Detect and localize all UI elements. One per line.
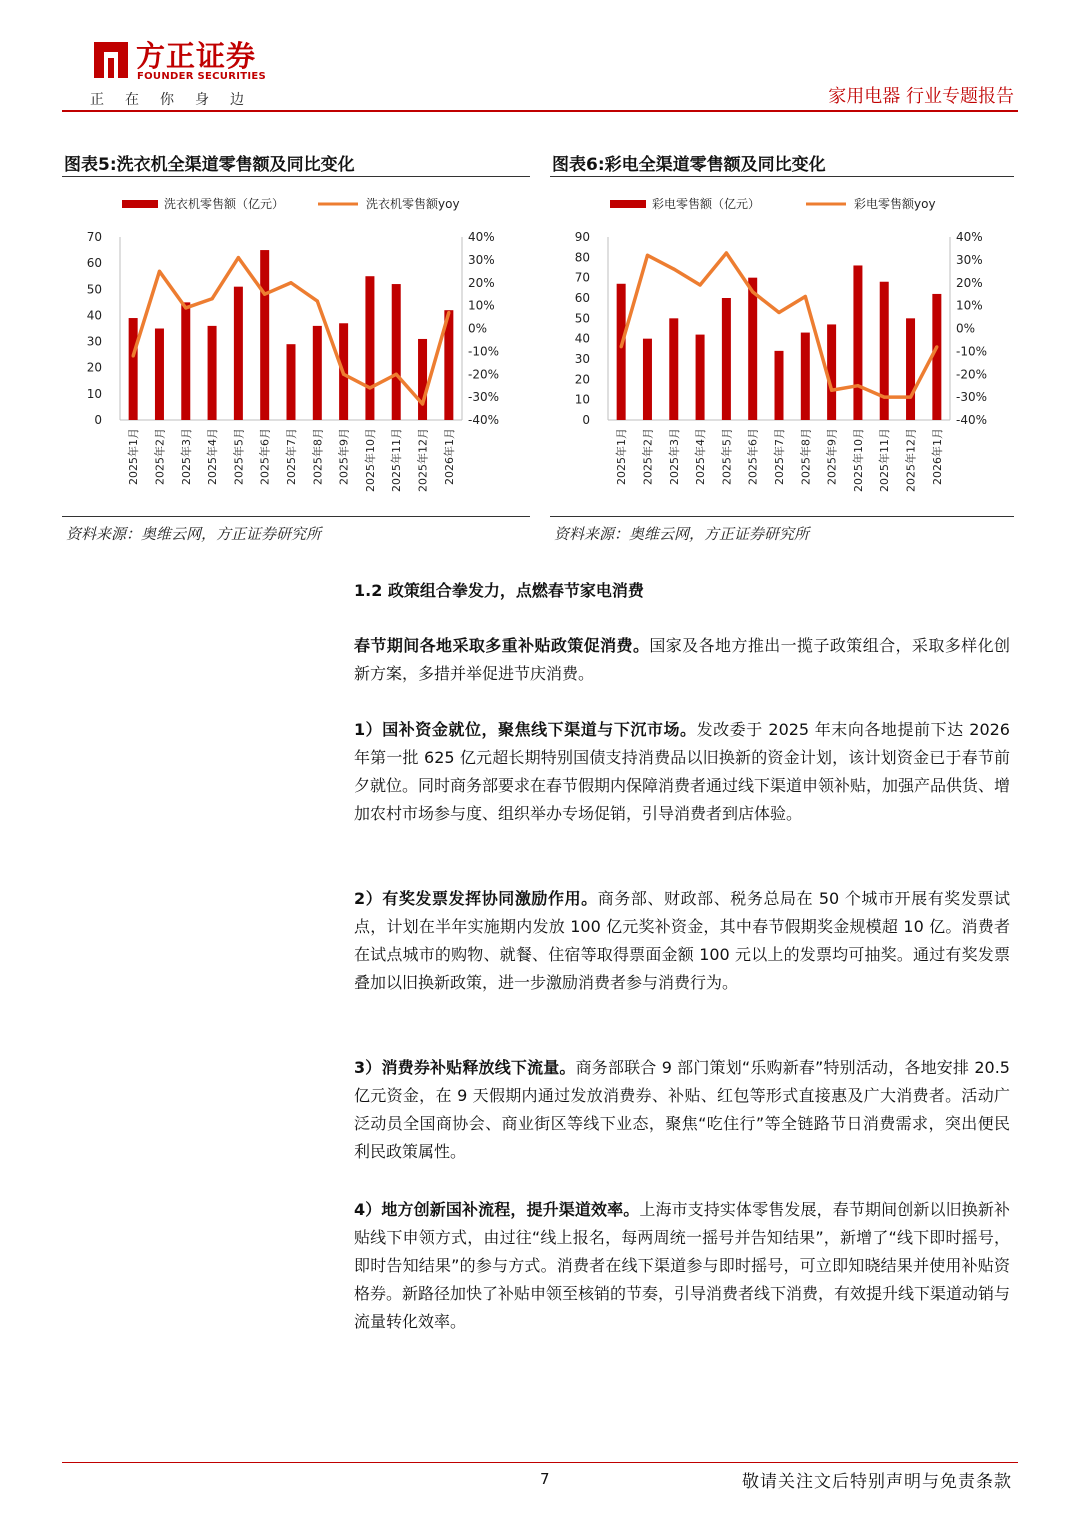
bar <box>880 282 889 420</box>
right-axis-tick: 40% <box>468 230 495 244</box>
yoy-point <box>132 354 135 357</box>
bar <box>260 250 269 420</box>
x-axis-tick: 2025年4月 <box>206 428 220 485</box>
section-heading: 1.2 政策组合拳发力，点燃春节家电消费 <box>354 581 644 600</box>
left-axis-tick: 50 <box>574 311 590 326</box>
bar <box>643 339 652 420</box>
left-axis-tick: 80 <box>574 250 590 265</box>
left-axis-tick: 40 <box>86 308 102 323</box>
x-axis-tick: 2025年9月 <box>825 428 839 485</box>
x-axis-tick: 2025年5月 <box>232 428 246 485</box>
right-axis-tick: -10% <box>956 344 988 359</box>
figure-5-chart <box>62 180 532 510</box>
x-axis-tick: 2026年1月 <box>442 428 456 485</box>
figure-6-bottom-rule <box>550 516 1014 517</box>
left-axis-tick: 90 <box>574 230 590 244</box>
x-axis-tick: 2025年5月 <box>720 428 734 485</box>
yoy-point <box>698 283 701 286</box>
bar <box>827 324 836 420</box>
yoy-point <box>316 299 319 302</box>
yoy-point <box>263 293 266 296</box>
yoy-point <box>935 345 938 348</box>
yoy-point <box>368 386 371 389</box>
x-axis-tick: 2025年3月 <box>179 428 193 485</box>
x-axis-tick: 2025年1月 <box>615 428 629 485</box>
left-axis-tick: 40 <box>574 331 590 346</box>
yoy-point <box>856 384 859 387</box>
left-axis-tick: 70 <box>86 230 102 244</box>
bar <box>617 284 626 420</box>
bar <box>906 318 915 420</box>
x-axis-tick: 2025年3月 <box>667 428 681 485</box>
legend-line-label: 洗衣机零售额yoy <box>366 197 460 211</box>
figure-5-bottom-rule <box>62 516 530 517</box>
x-axis-tick: 2025年8月 <box>799 428 813 485</box>
right-axis-tick: -20% <box>468 367 500 382</box>
right-axis-tick: 30% <box>956 252 983 267</box>
brand-name-cn: 方正证券 <box>136 39 257 73</box>
legend-bar-swatch <box>610 200 646 208</box>
legend-bar-label: 洗衣机零售额（亿元） <box>164 197 285 211</box>
right-axis-tick: 40% <box>956 230 983 244</box>
bar <box>853 265 862 420</box>
bar <box>155 329 164 421</box>
right-axis-tick: -10% <box>468 344 500 359</box>
paragraph-3 <box>354 1054 1010 1166</box>
yoy-point <box>777 311 780 314</box>
x-axis-tick: 2025年7月 <box>773 428 786 485</box>
legend-bar-swatch <box>122 200 158 208</box>
paragraph-4-lead: 4）地方创新国补流程，提升渠道效率。 <box>354 1200 640 1219</box>
left-axis-tick: 20 <box>86 360 102 375</box>
right-axis-tick: -40% <box>956 413 988 427</box>
figure-6-chart <box>550 180 1020 510</box>
right-axis-tick: -30% <box>468 390 500 405</box>
yoy-point <box>830 389 833 392</box>
x-axis-tick: 2025年10月 <box>851 428 865 492</box>
bar <box>801 333 810 420</box>
right-axis-tick: 0% <box>956 321 976 336</box>
x-axis-tick: 2025年9月 <box>337 428 351 485</box>
left-axis-tick: 50 <box>86 282 102 297</box>
paragraph-4-body: 上海市支持实体零售发展，春节期间创新以旧换新补贴线下申领方式，由过往“线上报名，每两周统一摇号并告知结果”，新增了“线下即时摇号，即时告知结果”的参与方式。消费者在线下渠道参与即时摇号，可立即知晓结果并使用补贴资格券。新路径加快了补贴申领至核销的节奏，引导消费者线下消费，有效提升线下渠道动销与流量转化效率。 <box>354 1200 1011 1331</box>
footer-disclaimer: 敬请关注文后特别声明与免责条款 <box>742 1472 1012 1492</box>
x-axis-tick: 2026年1月 <box>930 428 944 485</box>
right-axis-tick: 20% <box>956 275 983 290</box>
bar <box>234 287 243 420</box>
yoy-point <box>342 373 345 376</box>
yoy-point <box>646 254 649 257</box>
x-axis-tick: 2025年6月 <box>746 428 760 485</box>
paragraph-2-lead: 2）有奖发票发挥协同激励作用。 <box>354 889 598 908</box>
figure-6-title: 图表6:彩电全渠道零售额及同比变化 <box>552 155 826 175</box>
paragraph-1-body: 发改委于 2025 年末向各地提前下达 2026 年第一批 625 亿元超长期特别国债支持消费品以旧换新的资金计划，该计划资金已于春节前夕就位。同时商务部要求在春节假期内保障消费者通过线下渠道申领补贴，加强产品供货、增加农村市场参与度、组织举办专场促销，引导消费者到店体验。 <box>354 720 1011 823</box>
left-axis-tick: 60 <box>86 256 102 271</box>
right-axis-tick: 10% <box>956 298 983 313</box>
right-axis-tick: -30% <box>956 390 988 405</box>
yoy-point <box>620 345 623 348</box>
yoy-point <box>883 396 886 399</box>
figure-5-source: 资料来源：奥维云网，方正证券研究所 <box>66 525 322 543</box>
bar <box>365 276 374 420</box>
figure-5-top-rule <box>62 176 530 177</box>
yoy-point <box>210 297 213 300</box>
bar <box>418 339 427 420</box>
header-divider <box>62 110 1018 112</box>
x-axis-tick: 2025年12月 <box>904 428 918 492</box>
right-axis-tick: 30% <box>468 252 495 267</box>
footer-divider <box>62 1462 1018 1463</box>
yoy-point <box>158 270 161 273</box>
left-axis-tick: 30 <box>86 334 102 349</box>
x-axis-tick: 2025年6月 <box>258 428 272 485</box>
x-axis-tick: 2025年12月 <box>416 428 430 492</box>
paragraph-3-lead: 3）消费券补贴释放线下流量。 <box>354 1058 576 1077</box>
figure-6-source: 资料来源：奥维云网，方正证券研究所 <box>554 525 810 543</box>
yoy-point <box>289 281 292 284</box>
yoy-point <box>909 396 912 399</box>
bar <box>722 298 731 420</box>
left-axis-tick: 0 <box>94 413 102 427</box>
brand-slogan: 正在你身边 <box>90 92 265 108</box>
left-axis-tick: 30 <box>574 352 590 366</box>
bar <box>696 335 705 420</box>
yoy-point <box>751 290 754 293</box>
bar <box>748 278 757 420</box>
figure-6-top-rule <box>550 176 1014 177</box>
right-axis-tick: -40% <box>468 413 500 427</box>
figure-5-title: 图表5:洗衣机全渠道零售额及同比变化 <box>64 155 355 175</box>
yoy-point <box>421 402 424 405</box>
paragraph-2 <box>354 885 1010 997</box>
x-axis-tick: 2025年10月 <box>363 428 377 492</box>
bar <box>669 318 678 420</box>
paragraph-1 <box>354 716 1010 828</box>
paragraph-intro-lead: 春节期间各地采取多重补贴政策促消费。 <box>354 636 650 655</box>
paragraph-1-lead: 1）国补资金就位，聚焦线下渠道与下沉市场。 <box>354 720 697 739</box>
yoy-point <box>447 311 450 314</box>
x-axis-tick: 2025年1月 <box>127 428 141 485</box>
x-axis-tick: 2025年4月 <box>694 428 708 485</box>
yoy-point <box>672 267 675 270</box>
paragraph-intro-body: 国家及各地方推出一揽子政策组合，采取多样化创新方案，多措并举促进节庆消费。 <box>354 636 1010 683</box>
left-axis-tick: 10 <box>86 386 102 401</box>
bar <box>775 351 784 420</box>
report-category: 家用电器 行业专题报告 <box>828 86 1014 107</box>
paragraph-4 <box>354 1196 1010 1336</box>
right-axis-tick: 10% <box>468 298 495 313</box>
bar <box>287 344 296 420</box>
x-axis-tick: 2025年2月 <box>641 428 655 485</box>
x-axis-tick: 2025年11月 <box>878 428 892 492</box>
x-axis-tick: 2025年8月 <box>311 428 325 485</box>
yoy-point <box>237 256 240 259</box>
legend-bar-label: 彩电零售额（亿元） <box>652 197 761 211</box>
yoy-point <box>804 295 807 298</box>
bar <box>129 318 138 420</box>
page-number: 7 <box>540 1470 550 1488</box>
x-axis-tick: 2025年11月 <box>390 428 404 492</box>
right-axis-tick: 0% <box>468 321 488 336</box>
left-axis-tick: 70 <box>574 270 590 285</box>
bar <box>313 326 322 420</box>
left-axis-tick: 0 <box>582 413 590 427</box>
founder-logo-icon <box>88 38 132 82</box>
left-axis-tick: 20 <box>574 372 590 387</box>
paragraph-intro <box>354 632 1010 688</box>
x-axis-tick: 2025年7月 <box>285 428 298 485</box>
x-axis-tick: 2025年2月 <box>153 428 167 485</box>
legend-line-label: 彩电零售额yoy <box>854 197 936 211</box>
right-axis-tick: 20% <box>468 275 495 290</box>
right-axis-tick: -20% <box>956 367 988 382</box>
yoy-point <box>725 251 728 254</box>
bar <box>932 294 941 420</box>
left-axis-tick: 10 <box>574 392 590 407</box>
bar <box>392 284 401 420</box>
paragraph-3-body: 商务部联合 9 部门策划“乐购新春”特别活动，各地安排 20.5 亿元资金，在 9 天假期内通过发放消费券、补贴、红包等形式直接惠及广大消费者。活动广泛动员全国商协会、商业街区等线下业态，聚焦“吃住行”等全链路节日消费需求，突出便民利民政策属性。 <box>354 1058 1010 1161</box>
left-axis-tick: 60 <box>574 291 590 305</box>
paragraph-2-body: 商务部、财政部、税务总局在 50 个城市开展有奖发票试点，计划在半年实施期内发放 100 亿元奖补资金，其中春节假期奖金规模超 10 亿。消费者在试点城市的购物、就餐、住宿等取得票面金额 100 元以上的发票均可抽奖。通过有奖发票叠加以旧换新政策，进一步激励消费者参与消费行为。 <box>354 889 1010 992</box>
brand-name-en: FOUNDER SECURITIES <box>137 71 267 82</box>
bar <box>181 302 190 420</box>
yoy-point <box>184 306 187 309</box>
yoy-point <box>395 373 398 376</box>
bar <box>208 326 217 420</box>
